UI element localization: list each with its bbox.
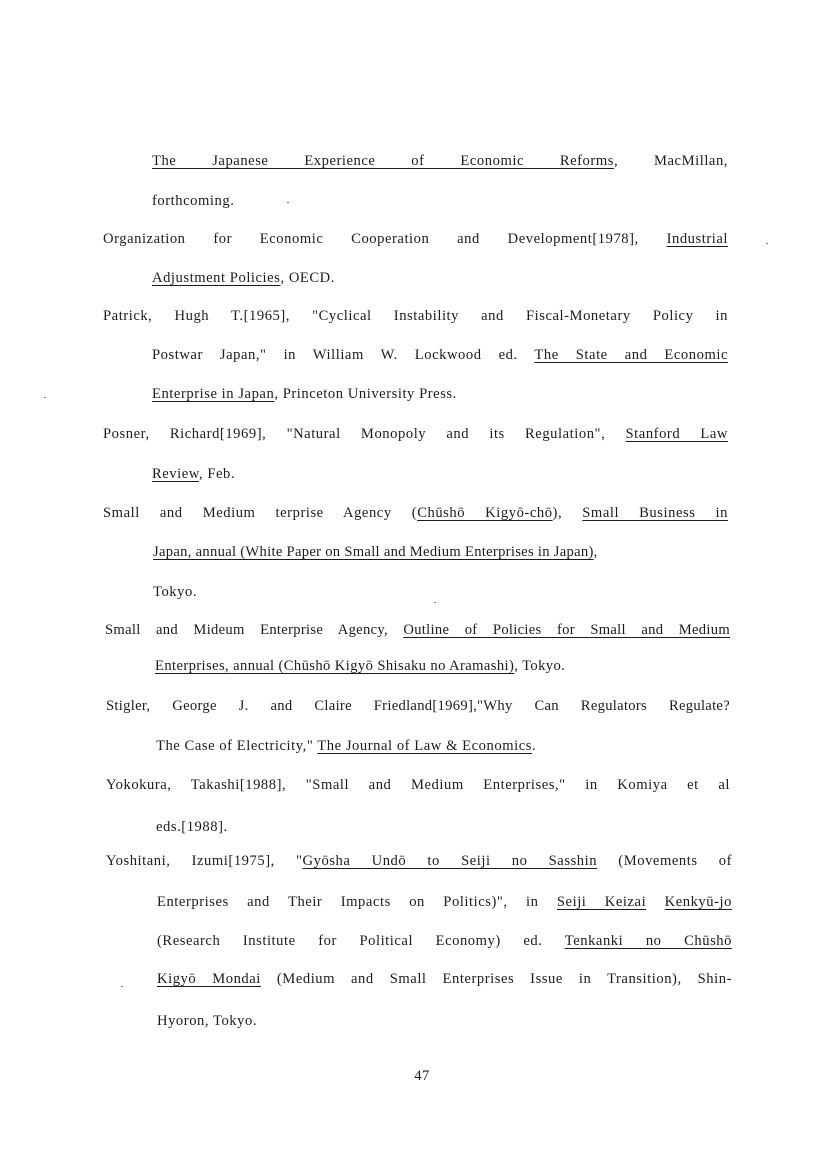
reference-text: Postwar Japan," in William W. Lockwood ed.	[152, 347, 535, 363]
reference-line	[155, 656, 565, 676]
reference-line	[106, 775, 730, 795]
reference-text: Hyoron, Tokyo.	[157, 1013, 258, 1029]
reference-text: ,	[593, 544, 598, 560]
reference-text: Stigler, George J. and Claire Friedland[1969],"Why Can Regulators Regulate?	[106, 698, 730, 714]
reference-line	[152, 345, 728, 365]
reference-line	[152, 384, 457, 404]
scan-speck	[766, 243, 768, 244]
reference-text: , MacMillan,	[613, 153, 729, 169]
reference-title: The Japanese Experience of Economic Reforms	[152, 153, 614, 169]
reference-title: Tenkanki no Chūshō	[564, 933, 732, 949]
reference-line	[157, 1011, 257, 1031]
reference-title: Kenkyū-jo	[664, 894, 732, 910]
reference-line	[152, 151, 728, 171]
reference-line	[105, 620, 730, 640]
reference-line	[106, 851, 732, 871]
reference-text: Yoshitani, Izumi[1975], "	[106, 853, 303, 869]
reference-line	[152, 464, 235, 484]
reference-text: Enterprises and Their Impacts on Politics)", in	[157, 894, 557, 910]
reference-text: , Feb.	[198, 466, 236, 482]
reference-text: ),	[552, 505, 583, 521]
reference-text: (Movements of	[597, 853, 732, 869]
reference-title: Stanford Law	[625, 426, 728, 442]
reference-text: .	[531, 738, 537, 754]
reference-line	[156, 736, 536, 756]
reference-title: Enterprise in Japan	[152, 386, 275, 402]
reference-text: (Research Institute for Political Economy) ed.	[157, 933, 565, 949]
reference-title: Outline of Policies for Small and Medium	[403, 622, 730, 638]
reference-text: Patrick, Hugh T.[1965], "Cyclical Instability and Fiscal-Monetary Policy in	[103, 308, 728, 324]
reference-title: Seiji Keizai	[556, 894, 647, 910]
reference-text: Organization for Economic Cooperation and Development[1978],	[103, 231, 667, 247]
reference-line	[103, 229, 728, 249]
scan-speck	[44, 397, 46, 398]
reference-line	[157, 931, 732, 951]
reference-title: The Journal of Law & Economics	[317, 738, 532, 754]
reference-text: The Case of Electricity,"	[156, 738, 318, 754]
reference-title: Industrial	[666, 231, 728, 247]
reference-line	[103, 424, 728, 444]
reference-title: Chūshō Kigyō-chō	[417, 505, 553, 521]
reference-text: Posner, Richard[1969], "Natural Monopoly and its Regulation",	[103, 426, 626, 442]
reference-line	[152, 191, 234, 211]
reference-title: Gyōsha Undō to Seiji no Sasshin	[302, 853, 598, 869]
reference-text	[646, 894, 664, 910]
scan-speck	[287, 202, 289, 203]
reference-title: Adjustment Policies	[152, 270, 281, 286]
reference-text: eds.[1988].	[156, 819, 228, 835]
reference-line	[152, 268, 335, 288]
reference-title: Small Business in	[582, 505, 728, 521]
reference-text: forthcoming.	[152, 193, 235, 209]
reference-line	[153, 582, 197, 602]
reference-text: , OECD.	[280, 270, 335, 286]
reference-title: The State and Economic	[534, 347, 728, 363]
reference-text: Small and Medium terprise Agency (	[103, 505, 418, 521]
reference-text: Yokokura, Takashi[1988], "Small and Medium Enterprises," in Komiya et al	[106, 777, 730, 793]
reference-title: Enterprises, annual (Chūshō Kigyō Shisaku no Aramashi)	[155, 658, 515, 674]
reference-line	[153, 542, 598, 562]
reference-text: Small and Mideum Enterprise Agency,	[105, 622, 404, 638]
reference-text: Tokyo.	[153, 584, 198, 600]
reference-text: , Princeton University Press.	[274, 386, 457, 402]
scan-speck	[434, 602, 436, 603]
reference-title: Japan, annual (White Paper on Small and Medium Enterprises in Japan)	[153, 544, 594, 560]
page-number: 47	[414, 1068, 430, 1084]
reference-line	[156, 817, 228, 837]
reference-text: (Medium and Small Enterprises Issue in Transition), Shin-	[260, 971, 732, 987]
reference-line	[157, 969, 732, 989]
reference-line	[103, 306, 728, 326]
reference-line	[103, 503, 728, 523]
reference-line	[157, 892, 732, 912]
reference-text: , Tokyo.	[514, 658, 566, 674]
reference-title: Kigyō Mondai	[157, 971, 261, 987]
scan-speck	[121, 986, 123, 987]
reference-title: Review	[152, 466, 199, 482]
reference-line	[106, 696, 730, 716]
